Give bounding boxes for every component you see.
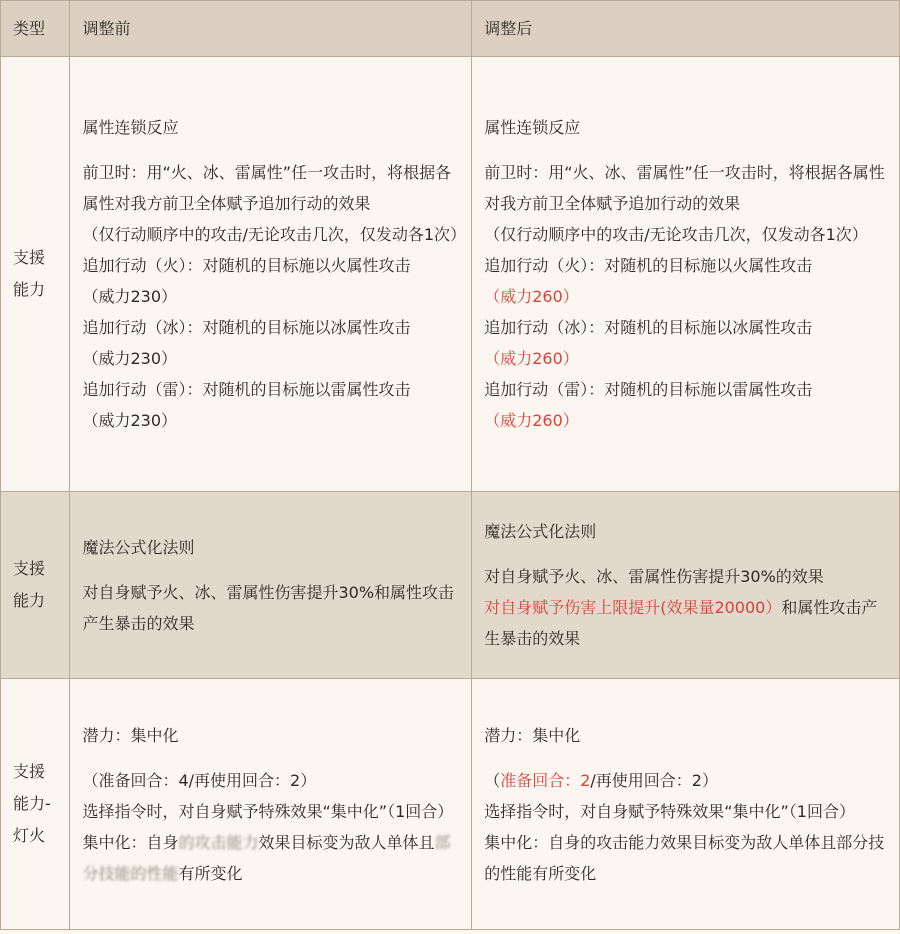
text-segment: 集中化：自身 <box>82 832 179 852</box>
ability-note: （仅行动顺序中的攻击/无论攻击几次，仅发动各1次） <box>82 225 467 244</box>
ability-name: 潜力：集中化 <box>82 725 179 745</box>
after-cell <box>472 57 900 492</box>
power-fire: （威力260） <box>484 287 579 306</box>
header-row <box>1 1 900 57</box>
ability-name: 魔法公式化法则 <box>484 522 597 541</box>
cooldown-info: （准备回合：4/再使用回合：2） <box>82 770 317 790</box>
table-row <box>1 57 900 492</box>
blurred-text: 的攻击能力 <box>178 832 259 852</box>
changed-text: 准备回合：2 <box>500 770 591 790</box>
text-segment: （ <box>484 770 501 790</box>
ability-desc: 选择指令时，对自身赋予特殊效果“集中化”（1回合） <box>82 801 454 821</box>
text-segment: 有所变化 <box>178 863 243 883</box>
text-segment: 效果目标变为敌人单体且 <box>258 832 435 852</box>
extra-action-thunder: 追加行动（雷）：对随机的目标施以雷属性攻击 <box>82 380 411 399</box>
ability-name: 魔法公式化法则 <box>82 537 195 557</box>
changed-text: 对自身赋予伤害上限提升(效果量20000） <box>484 598 782 617</box>
table-row <box>1 679 900 930</box>
unchanged-text: 和属性攻击产生暴击的效果 <box>484 598 878 648</box>
row-type: 支援能力-灯火 <box>1 679 70 930</box>
header-type: 类型 <box>1 1 70 57</box>
power-thunder: （威力230） <box>82 411 178 430</box>
extra-action-fire: 追加行动（火）：对随机的目标施以火属性攻击 <box>484 256 813 275</box>
header-before: 调整前 <box>70 1 472 57</box>
extra-action-ice: 追加行动（冰）：对随机的目标施以冰属性攻击 <box>82 318 411 337</box>
text-segment: /再使用回合：2） <box>590 770 718 790</box>
ability-desc: 前卫时：用“火、冰、雷属性”任一攻击时，将根据各属性对我方前卫全体赋予追加行动的效果 <box>82 163 452 213</box>
ability-desc: 对自身赋予火、冰、雷属性伤害提升30%的效果 <box>484 567 824 586</box>
extra-action-fire: 追加行动（火）：对随机的目标施以火属性攻击 <box>82 256 411 275</box>
power-thunder: （威力260） <box>484 411 579 430</box>
extra-action-ice: 追加行动（冰）：对随机的目标施以冰属性攻击 <box>484 318 813 337</box>
concentration-desc: 集中化：自身的攻击能力效果目标变为敌人单体且部分技的性能有所变化 <box>484 832 885 883</box>
table-row <box>1 492 900 679</box>
blurred-text: 部分技能的性能 <box>82 832 451 883</box>
power-ice: （威力260） <box>484 349 579 368</box>
ability-note: （仅行动顺序中的攻击/无论攻击几次，仅发动各1次） <box>484 225 868 244</box>
concentration-desc <box>82 827 459 889</box>
before-cell <box>70 57 472 492</box>
after-cell <box>472 492 900 679</box>
power-fire: （威力230） <box>82 287 178 306</box>
ability-name: 属性连锁反应 <box>484 118 581 137</box>
extra-action-thunder: 追加行动（雷）：对随机的目标施以雷属性攻击 <box>484 380 813 399</box>
power-ice: （威力230） <box>82 349 178 368</box>
ability-name: 属性连锁反应 <box>82 118 179 137</box>
header-after: 调整后 <box>472 1 900 57</box>
row-type: 支援能力 <box>1 492 70 679</box>
ability-desc-changed <box>484 592 887 654</box>
after-cell <box>472 679 900 930</box>
ability-desc: 对自身赋予火、冰、雷属性伤害提升30%和属性攻击产生暴击的效果 <box>82 582 455 633</box>
before-cell <box>70 492 472 679</box>
ability-desc: 选择指令时，对自身赋予特殊效果“集中化”（1回合） <box>484 801 855 821</box>
ability-desc: 前卫时：用“火、冰、雷属性”任一攻击时，将根据各属性对我方前卫全体赋予追加行动的效果 <box>484 163 885 213</box>
ability-name: 潜力：集中化 <box>484 725 581 745</box>
row-type: 支援能力 <box>1 57 70 492</box>
cooldown-info <box>484 765 887 796</box>
before-cell <box>70 679 472 930</box>
